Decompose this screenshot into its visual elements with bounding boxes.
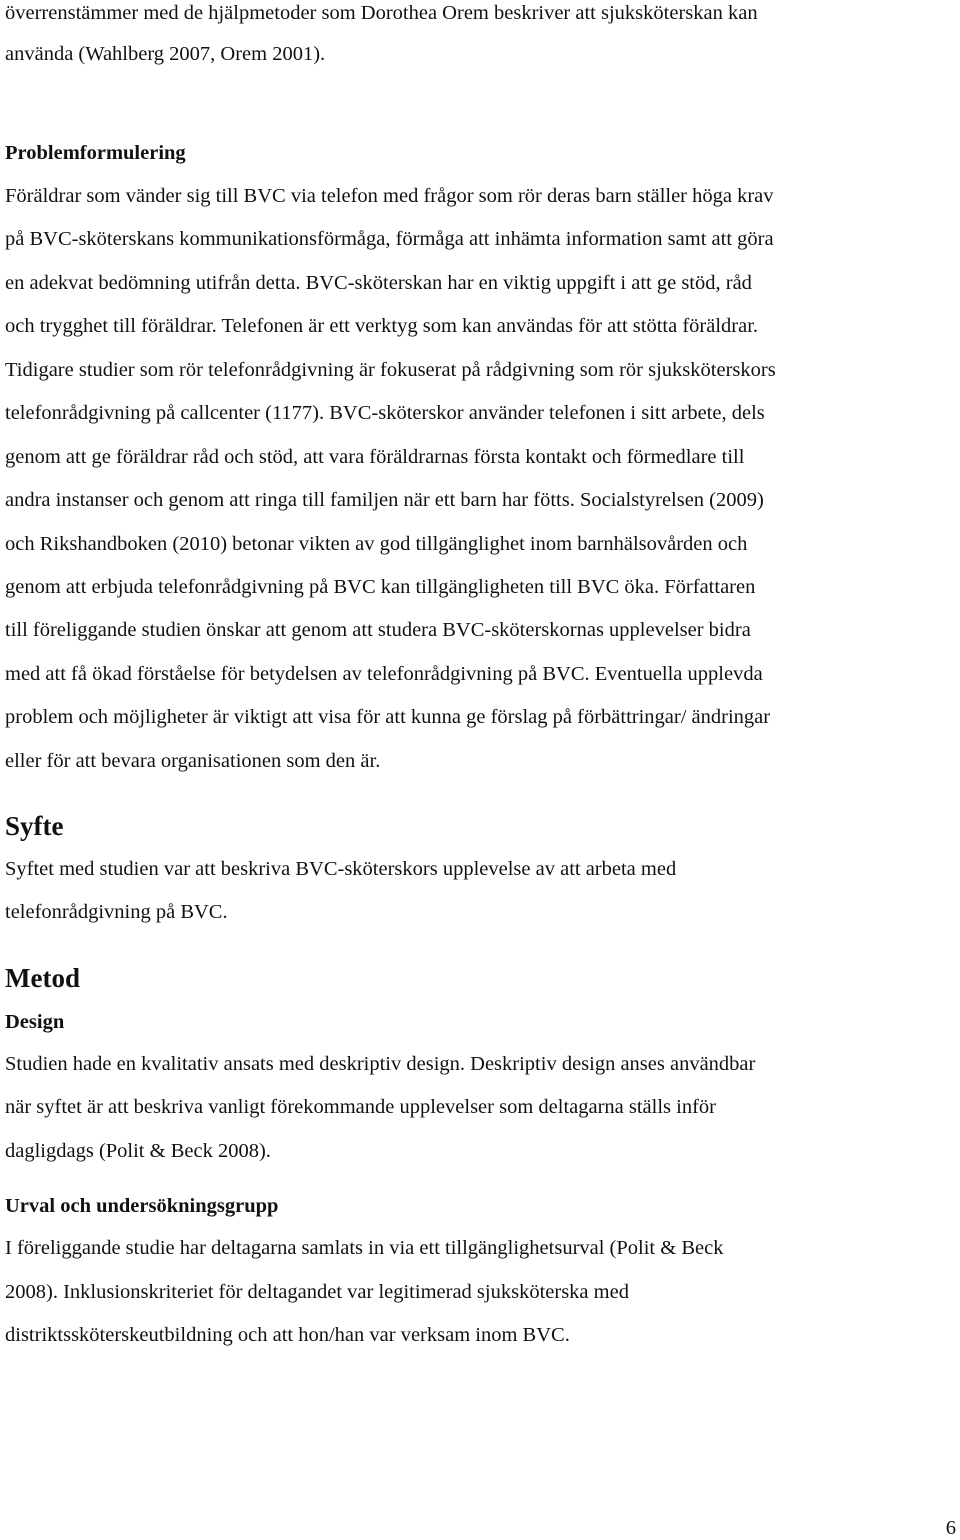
problem-line-11: till föreliggande studien önskar att genom att studera BVC-sköterskornas upplevelser bidra bbox=[5, 619, 751, 641]
problemformulering-heading: Problemformulering bbox=[5, 142, 186, 164]
design-line-2: när syftet är att beskriva vanligt förekommande upplevelser som deltagarna ställs inför bbox=[5, 1096, 717, 1118]
problem-line-10: genom att erbjuda telefonrådgivning på BVC kan tillgängligheten till BVC öka. Författaren bbox=[5, 576, 756, 598]
design-heading: Design bbox=[5, 1011, 65, 1033]
design-line-1: Studien hade en kvalitativ ansats med deskriptiv design. Deskriptiv design anses användbar bbox=[5, 1053, 756, 1075]
page-number: 6 bbox=[945, 1517, 956, 1539]
design-line-3: dagligdags (Polit & Beck 2008). bbox=[5, 1140, 271, 1162]
syfte-line-1: Syftet med studien var att beskriva BVC-sköterskors upplevelse av att arbeta med bbox=[5, 858, 677, 880]
syfte-heading: Syfte bbox=[5, 811, 64, 841]
metod-heading: Metod bbox=[5, 963, 80, 993]
problem-line-6: telefonrådgivning på callcenter (1177). BVC-sköterskor använder telefonen i sitt arbete, dels bbox=[5, 402, 765, 424]
urval-heading: Urval och undersökningsgrupp bbox=[5, 1195, 279, 1217]
problem-line-14: eller för att bevara organisationen som den är. bbox=[5, 750, 381, 772]
problem-line-13: problem och möjligheter är viktigt att visa för att kunna ge förslag på förbättringar/ ändringar bbox=[5, 706, 771, 728]
intro-line-2: använda (Wahlberg 2007, Orem 2001). bbox=[5, 43, 326, 65]
problem-line-3: en adekvat bedömning utifrån detta. BVC-sköterskan har en viktig uppgift i att ge stöd, råd bbox=[5, 272, 752, 294]
intro-line-1: överrenstämmer med de hjälpmetoder som Dorothea Orem beskriver att sjuksköterskan kan bbox=[5, 2, 758, 24]
problem-line-7: genom att ge föräldrar råd och stöd, att vara föräldrarnas första kontakt och förmedlare till bbox=[5, 446, 745, 468]
urval-line-2: 2008). Inklusionskriteriet för deltagandet var legitimerad sjuksköterska med bbox=[5, 1281, 629, 1303]
syfte-line-2: telefonrådgivning på BVC. bbox=[5, 901, 228, 923]
problem-line-5: Tidigare studier som rör telefonrådgivning är fokuserat på rådgivning som rör sjuksköterskors bbox=[5, 359, 776, 381]
problem-line-8: andra instanser och genom att ringa till familjen när ett barn har fötts. Socialstyrelsen (2009) bbox=[5, 489, 764, 511]
problem-line-12: med att få ökad förståelse för betydelsen av telefonrådgivning på BVC. Eventuella upplevda bbox=[5, 663, 763, 685]
problem-line-1: Föräldrar som vänder sig till BVC via telefon med frågor som rör deras barn ställer höga krav bbox=[5, 185, 774, 207]
problem-line-2: på BVC-sköterskans kommunikationsförmåga, förmåga att inhämta information samt att göra bbox=[5, 228, 774, 250]
urval-line-3: distriktssköterskeutbildning och att hon/han var verksam inom BVC. bbox=[5, 1324, 570, 1346]
problem-line-9: och Rikshandboken (2010) betonar vikten av god tillgänglighet inom barnhälsovården och bbox=[5, 533, 748, 555]
problem-line-4: och trygghet till föräldrar. Telefonen är ett verktyg som kan användas för att stötta föräldrar. bbox=[5, 315, 759, 337]
urval-line-1: I föreliggande studie har deltagarna samlats in via ett tillgänglighetsurval (Polit & Beck bbox=[5, 1237, 724, 1259]
